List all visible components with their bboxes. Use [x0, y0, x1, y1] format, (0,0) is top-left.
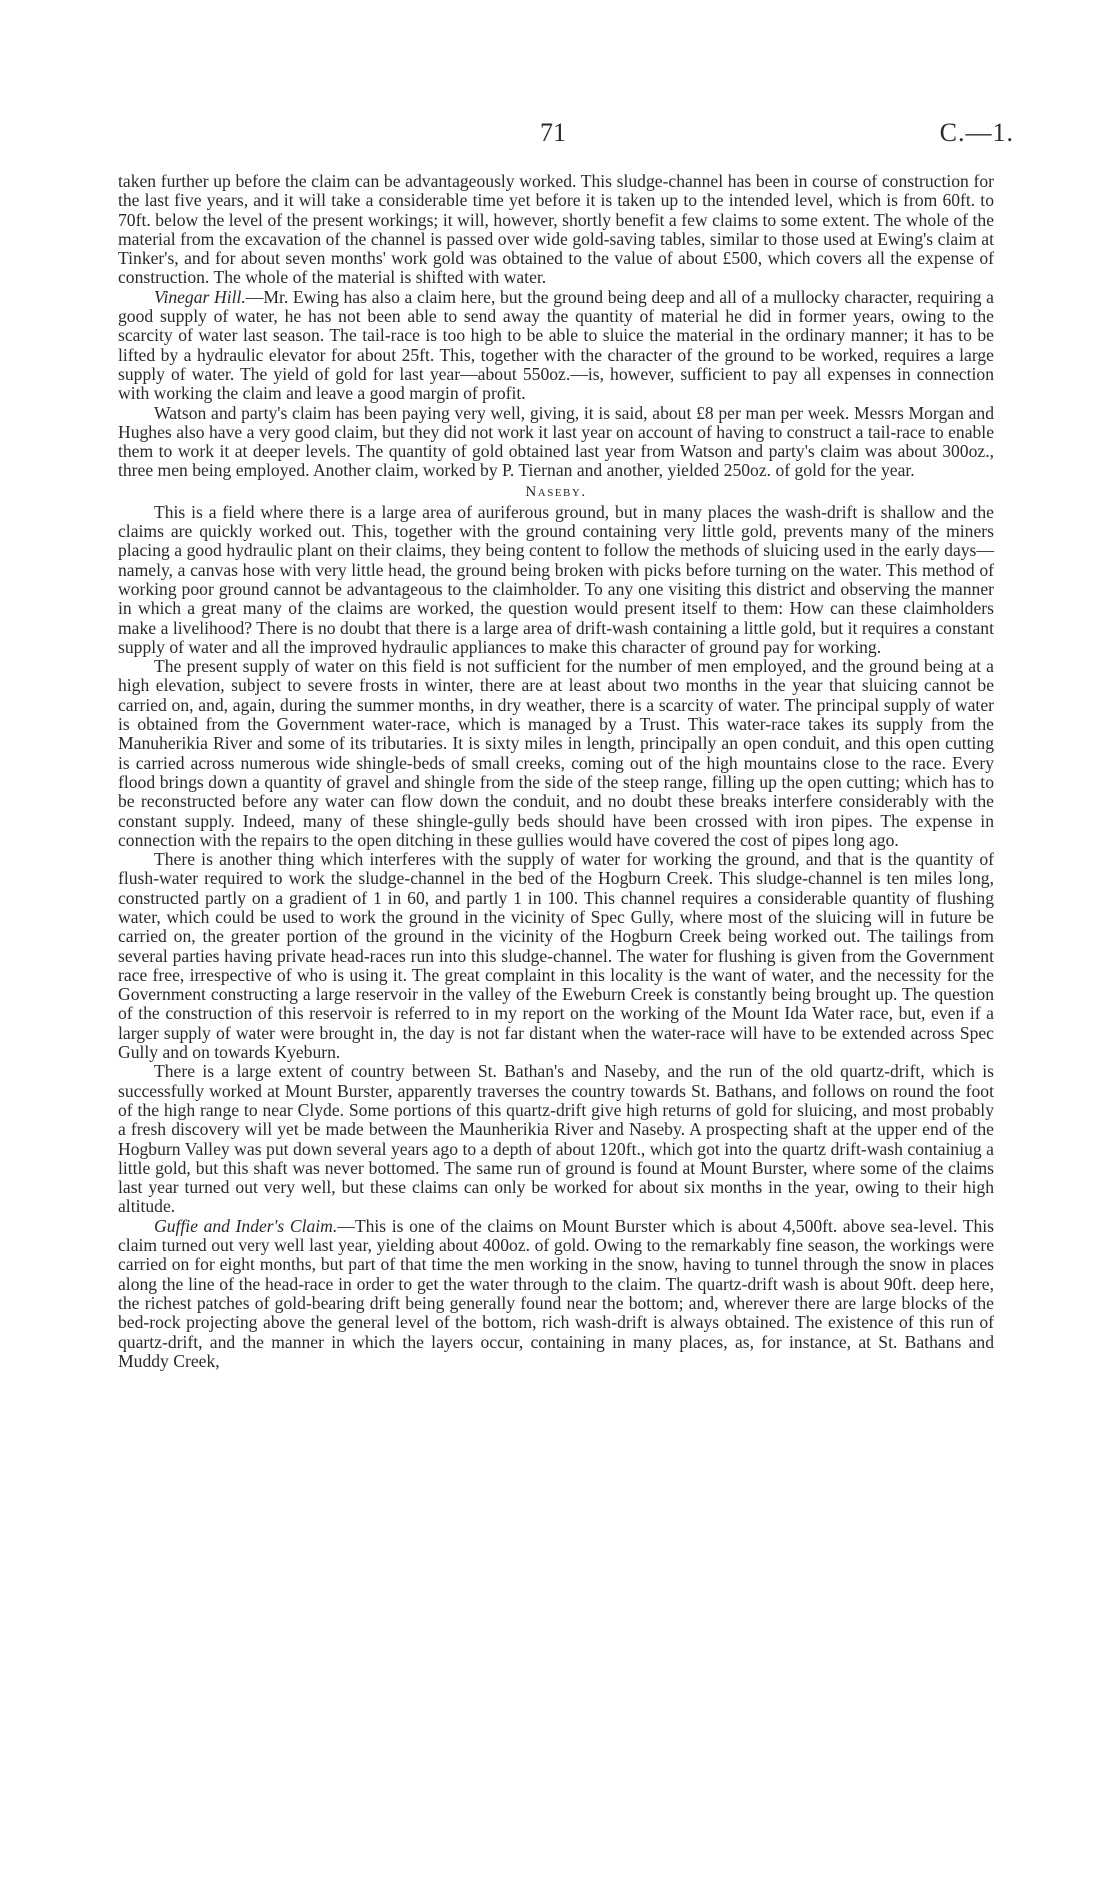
paragraph: The present supply of water on this field is not sufficient for the number of men employed, and the ground being at a high elevation, subject to severe frosts in winter, there are at least about two months in the year that sluicing cannot be carried on, and, again, during the summer months, in dry weather, there is a scarcity of water. The principal supply of water is obtained from the Government water-race, which is managed by a Trust. This water-race takes its supply from the Manuherikia River and some of its tributaries. It is sixty miles in length, principally an open conduit, and this open cutting is carried across numerous wide shingle-beds of small creeks, coming out of the high mountains close to the race. Every flood brings down a quantity of gravel and shingle from the side of the steep range, filling up the open cutting; which has to be reconstructed before any water can flow down the conduit, and no doubt these breaks interfere considerably with the constant supply. Indeed, many of these shingle-gully beds should have been crossed with iron pipes. The expense in connection with the repairs to the open ditching in these gullies would have covered the cost of pipes long ago.: [118, 656, 994, 850]
paragraph-guffie-inder: Guffie and Inder's Claim.—This is one of the claims on Mount Burster which is about 4,500ft. above sea-level. This claim turned out very well last year, yielding about 400oz. of gold. Owing to the remarkably fine season, the workings were carried on for eight months, but part of that time the men working in the snow, having to tunnel through the snow in places along the line of the head-race in order to get the water through to the claim. The quartz-drift wash is about 90ft. deep here, the richest patches of gold-bearing drift being generally found near the bottom; and, wherever there are large blocks of the bed-rock projecting above the general level of the bottom, rich wash-drift is always obtained. The existence of this run of quartz-drift, and the manner in which the layers occur, containing in many places, as, for instance, at St. Bathans and Muddy Creek,: [118, 1215, 994, 1371]
section-heading: Naseby.: [525, 483, 587, 500]
page-header: [0, 118, 1114, 158]
document-reference: C.—1.: [939, 118, 1014, 147]
page-number: 71: [540, 118, 566, 147]
run-in-heading: Guffie and Inder's Claim.: [154, 1215, 338, 1236]
paragraph: Watson and party's claim has been paying very well, giving, it is said, about £8 per man per week. Messrs Morgan and Hughes also have a very good claim, but they did not work it last year on account of having to construct a tail-race to enable them to work it at deeper levels. The quantity of gold obtained last year from Watson and party's claim was about 300oz., three men being employed. Another claim, worked by P. Tiernan and another, yielded 250oz. of gold for the year.: [118, 402, 994, 481]
run-in-heading: Vinegar Hill.: [154, 286, 246, 307]
paragraph: There is a large extent of country between St. Bathan's and Naseby, and the run of the old quartz-drift, which is successfully worked at Mount Burster, apparently traverses the country towards St. Bathans, and follows on round the foot of the high range to near Clyde. Some portions of this quartz-drift give high returns of gold for sluicing, and most probably a fresh discovery will yet be made between the Maunherikia River and Naseby. A prospecting shaft at the upper end of the Hogburn Valley was put down several years ago to a depth of about 120ft., which got into the quartz drift-wash containiug a little gold, but this shaft was never bottomed. The same run of ground is found at Mount Burster, where some of the claims last year turned out very well, but these claims can only be worked for about six months in the year, owing to their high altitude.: [118, 1061, 994, 1217]
paragraph: There is another thing which interferes with the supply of water for working the ground, and that is the quantity of flush-water required to work the sludge-channel in the bed of the Hogburn Creek. This sludge-channel is ten miles long, constructed partly on a gradient of 1 in 60, and partly 1 in 100. This channel requires a considerable quantity of flushing water, which could be used to work the ground in the vicinity of Spec Gully, where most of the sluicing will in future be carried on, the greater portion of the ground in the vicinity of the Hogburn Creek being worked out. The tailings from several parties having private head-races run into this sludge-channel. The water for flushing is given from the Government race free, irrespective of who is using it. The great complaint in this locality is the want of water, and the necessity for the Government constructing a large reservoir in the valley of the Eweburn Creek is constantly being brought up. The question of the construction of this reservoir is referred to in my report on the working of the Mount Ida Water race, but, even if a larger supply of water were brought in, the day is not far distant when the water-race will have to be extended across Spec Gully and on towards Kyeburn.: [118, 849, 994, 1063]
paragraph-continued: taken further up before the claim can be advantageously worked. This sludge-channel has been in course of construction for the last five years, and it will take a considerable time yet before it is taken up to the intended level, which is from 60ft. to 70ft. below the level of the present workings; it will, however, shortly benefit a few claims to some extent. The whole of the material from the excavation of the channel is passed over wide gold-saving tables, similar to those used at Ewing's claim at Tinker's, and for about seven months' work gold was obtained to the value of about £500, which covers all the expense of construction. The whole of the material is shifted with water.: [118, 171, 994, 288]
paragraph-vinegar-hill: Vinegar Hill.—Mr. Ewing has also a claim here, but the ground being deep and all of a mullocky character, requiring a good supply of water, he has not been able to send away the quantity of material he did in former years, owing to the scarcity of water last season. The tail-race is too high to be able to sluice the material in the ordinary manner; it has to be lifted by a hydraulic elevator for about 25ft. This, together with the character of the ground to be worked, requires a large supply of water. The yield of gold for last year—about 550oz.—is, however, sufficient to pay all expenses in connection with working the claim and leave a good margin of profit.: [118, 286, 994, 404]
document-body: [118, 172, 994, 1371]
paragraph: This is a field where there is a large area of auriferous ground, but in many places the wash-drift is shallow and the claims are quickly worked out. This, together with the ground containing very little gold, prevents many of the miners placing a good hydraulic plant on their claims, they being content to follow the methods of sluicing used in the early days—namely, a canvas hose with very little head, the ground being broken with picks before turning on the water. This method of working poor ground cannot be advantageous to the claimholder. To any one visiting this district and observing the manner in which a great many of the claims are worked, the question would present itself to them: How can these claimholders make a livelihood? There is no doubt that there is a large area of drift-wash containing a little gold, but it requires a constant supply of water and all the improved hydraulic appliances to make this character of ground pay for working.: [118, 501, 994, 657]
